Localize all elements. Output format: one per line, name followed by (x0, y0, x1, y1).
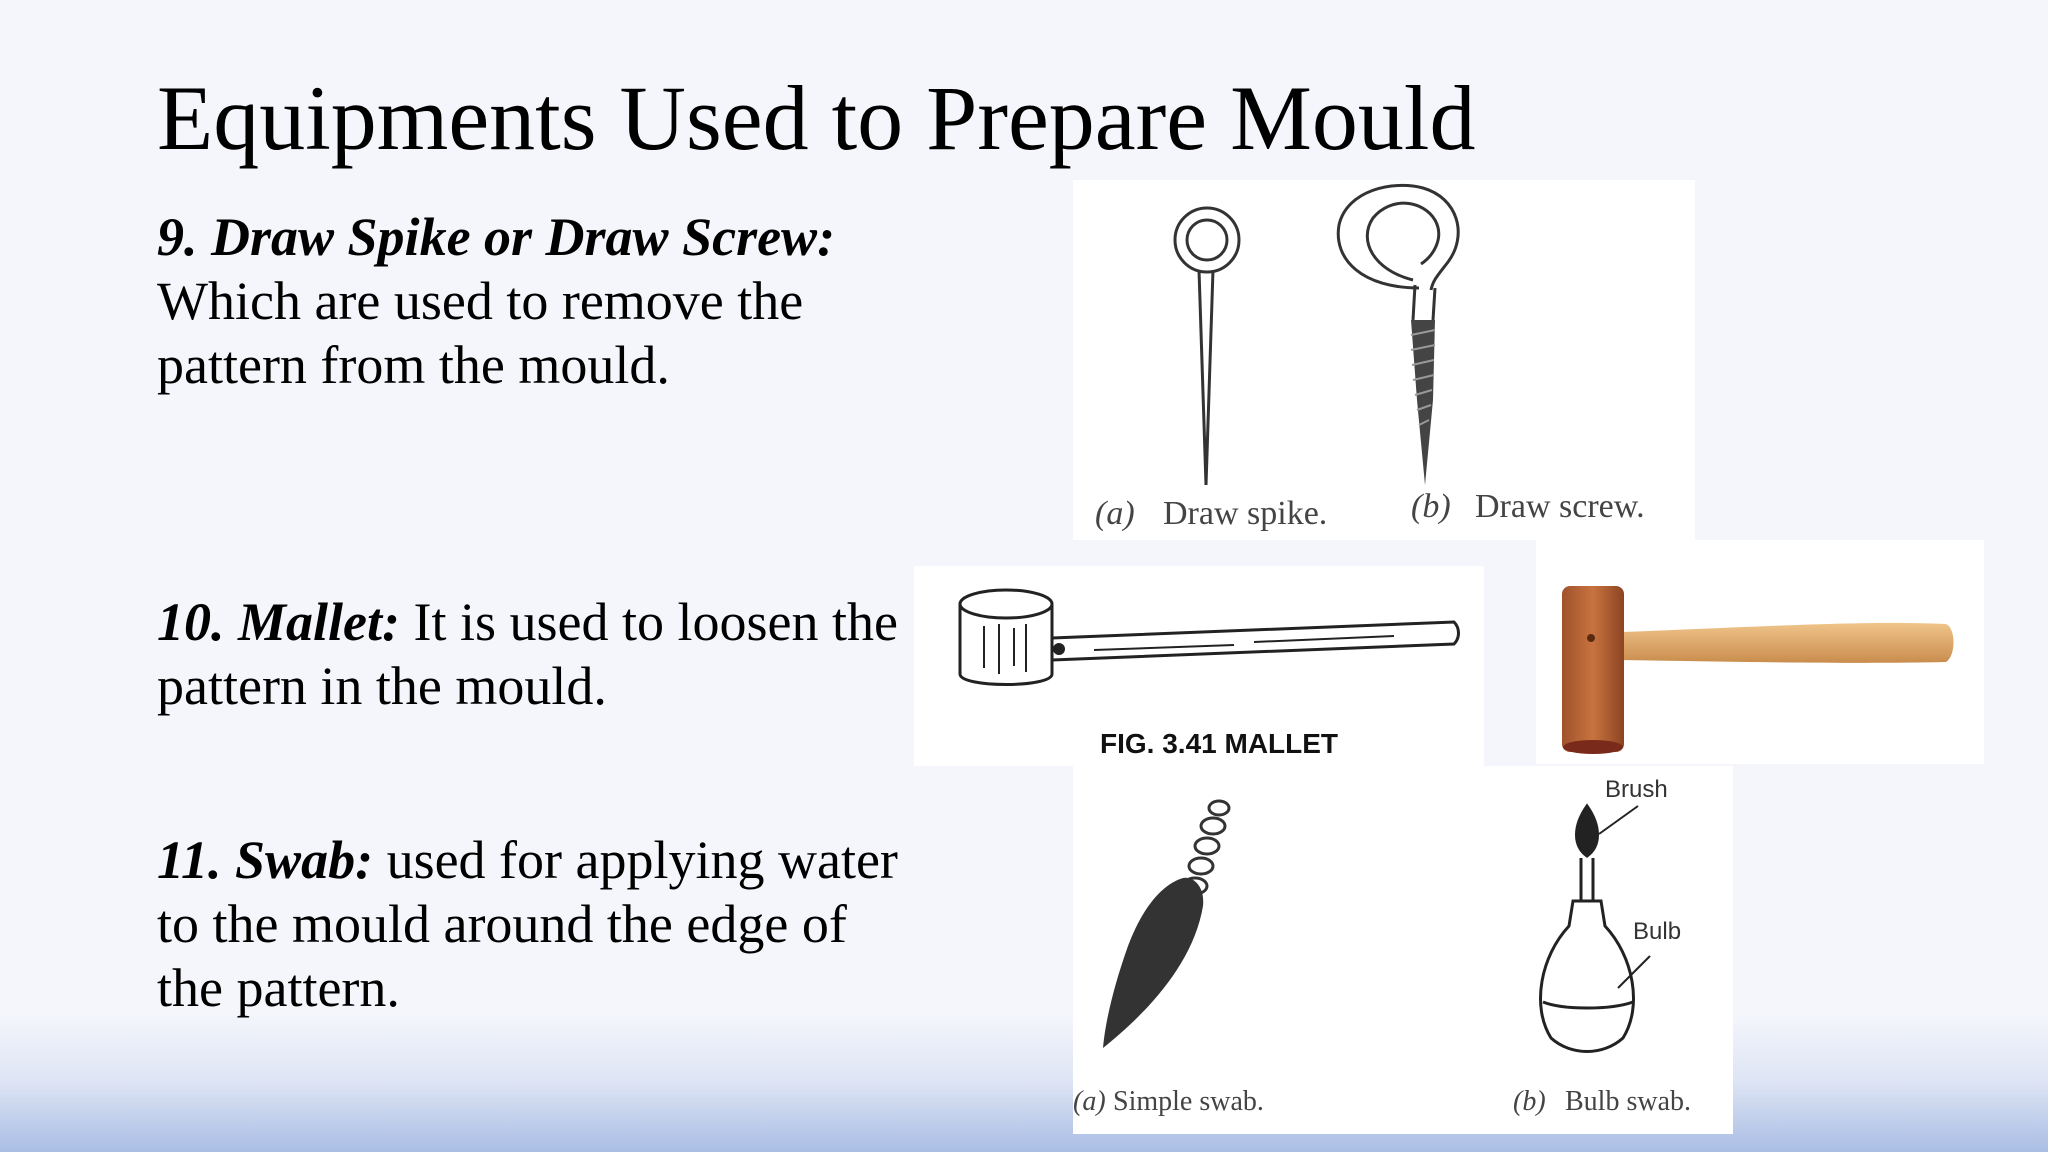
bulb-swab-drawing (1541, 806, 1634, 1052)
callout-arrows (1599, 806, 1650, 988)
item-body: It is used to loosen the pattern in the mould. (157, 592, 898, 716)
slide-title: Equipments Used to Prepare Mould (157, 67, 1476, 169)
mallet-head-face (1563, 740, 1623, 754)
caption-label-b: (b) (1411, 488, 1451, 525)
draw-tools-drawing (1073, 180, 1695, 540)
callout-bulb: Bulb (1633, 918, 1682, 945)
caption-simple-swab: Simple swab. (1113, 1086, 1264, 1117)
caption-swab-label-b: (b) (1513, 1086, 1546, 1117)
mallet-caption: FIG. 3.41 MALLET (1100, 728, 1339, 759)
item-body: Which are used to remove the pattern from the mould. (157, 271, 804, 395)
item-heading: 10. Mallet: (157, 592, 400, 652)
item-mallet (157, 590, 917, 718)
mallet-photo-drawing (1536, 540, 1984, 764)
callout-brush: Brush (1605, 776, 1668, 803)
draw-tools-figure (1073, 180, 1695, 540)
mallet-handle (1620, 623, 1954, 663)
draw-spike-drawing (1175, 208, 1239, 485)
caption-swab-label-a: (a) (1073, 1086, 1106, 1117)
mallet-head (1562, 586, 1624, 752)
caption-draw-spike: Draw spike. (1163, 495, 1328, 532)
mallet-joint (1053, 643, 1065, 655)
item-heading: 9. Draw Spike or Draw Screw: (157, 207, 836, 267)
caption-bulb-swab: Bulb swab. (1565, 1086, 1691, 1117)
item-body: used for applying water to the mould around the edge of the pattern. (157, 830, 898, 1018)
item-draw-spike (157, 205, 917, 397)
item-heading: 11. Swab: (157, 830, 374, 890)
caption-label-a: (a) (1095, 495, 1135, 532)
item-swab (157, 828, 917, 1020)
swab-figure (1073, 766, 1733, 1134)
swab-drawing (1073, 766, 1733, 1134)
mallet-figure (914, 566, 1484, 766)
caption-draw-screw: Draw screw. (1475, 488, 1645, 525)
mallet-pin (1587, 634, 1595, 642)
draw-screw-drawing (1338, 185, 1458, 320)
simple-swab-drawing (1103, 801, 1229, 1048)
mallet-photo (1536, 540, 1984, 764)
